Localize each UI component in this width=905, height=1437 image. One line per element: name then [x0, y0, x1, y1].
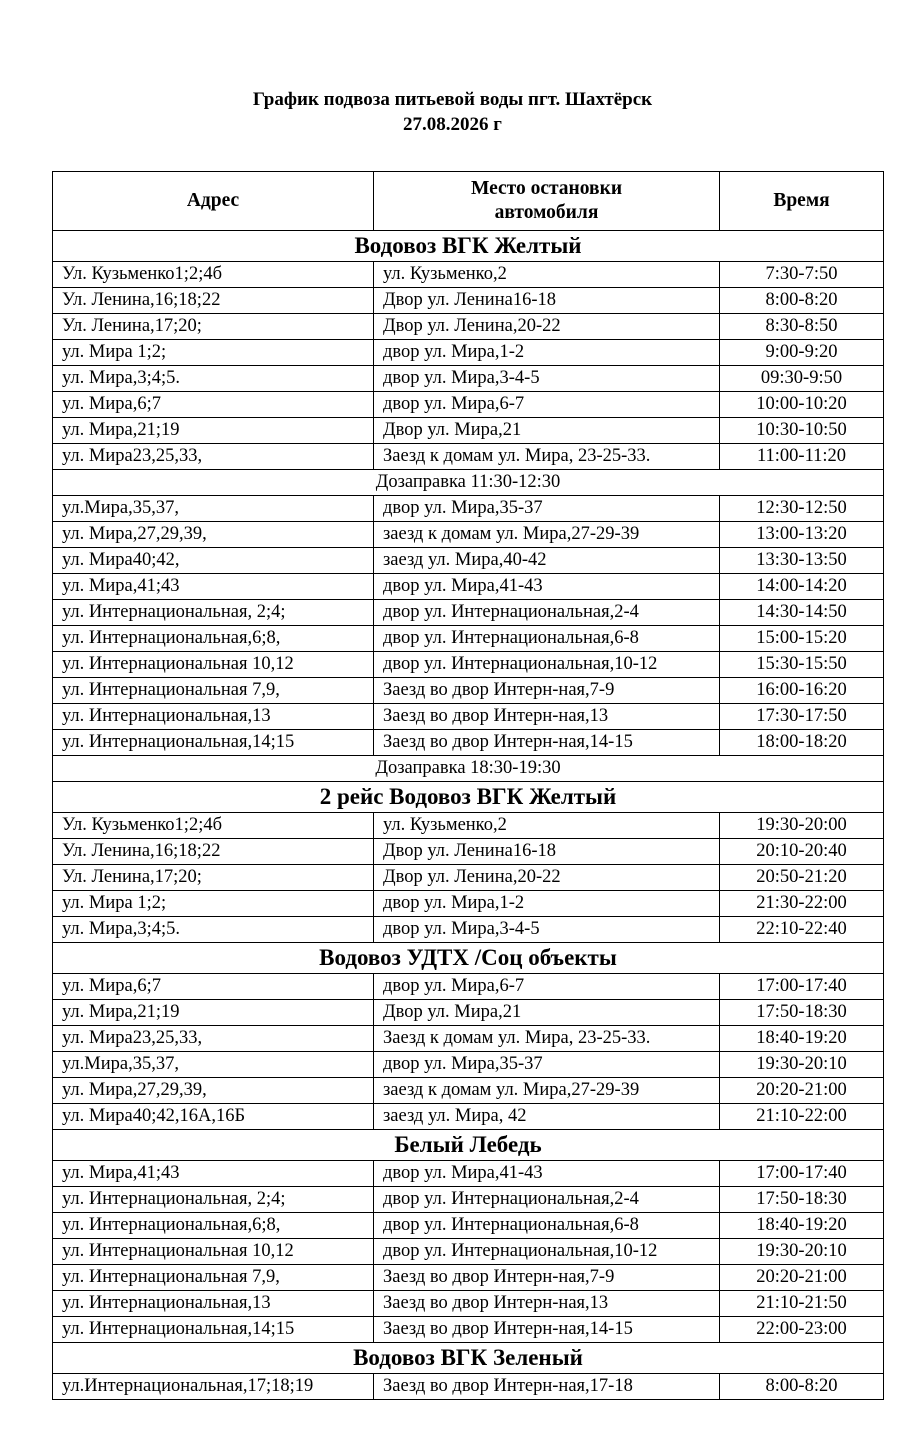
refuel-row: [53, 470, 884, 496]
cell-address: ул. Интернациональная 7,9,: [53, 1265, 374, 1291]
section-title: Водовоз УДТХ /Соц объекты: [53, 943, 884, 974]
section-title: Водовоз ВГК Зеленый: [53, 1343, 884, 1374]
table-row: [53, 1265, 884, 1291]
cell-stop: Заезд во двор Интерн-ная,14-15: [374, 730, 720, 756]
cell-address: ул.Интернациональная,17;18;19: [53, 1374, 374, 1400]
refuel-row: [53, 756, 884, 782]
cell-time: 18:40-19:20: [720, 1213, 884, 1239]
table-row: [53, 704, 884, 730]
cell-time: 17:50-18:30: [720, 1000, 884, 1026]
cell-stop: двор ул. Интернациональная,6-8: [374, 626, 720, 652]
section-header-row: [53, 1130, 884, 1161]
cell-address: ул. Интернациональная,13: [53, 704, 374, 730]
cell-address: ул. Мира,6;7: [53, 392, 374, 418]
cell-time: 13:30-13:50: [720, 548, 884, 574]
table-row: [53, 340, 884, 366]
cell-address: ул. Мира,41;43: [53, 1161, 374, 1187]
cell-stop: двор ул. Интернациональная,10-12: [374, 652, 720, 678]
cell-address: ул. Мира,27,29,39,: [53, 1078, 374, 1104]
page-title: График подвоза питьевой воды пгт. Шахтёрск: [252, 89, 653, 110]
section-header-row: [53, 943, 884, 974]
cell-address: ул. Интернациональная,6;8,: [53, 1213, 374, 1239]
cell-address: ул. Интернациональная 10,12: [53, 652, 374, 678]
cell-address: ул. Интернациональная,6;8,: [53, 626, 374, 652]
cell-stop: Двор ул. Ленина16-18: [374, 839, 720, 865]
cell-stop: Двор ул. Мира,21: [374, 418, 720, 444]
cell-time: 17:50-18:30: [720, 1187, 884, 1213]
section-header-row: [53, 231, 884, 262]
cell-time: 8:30-8:50: [720, 314, 884, 340]
table-row: [53, 813, 884, 839]
cell-stop: двор ул. Мира,41-43: [374, 1161, 720, 1187]
cell-address: ул. Интернациональная,14;15: [53, 1317, 374, 1343]
cell-time: 20:20-21:00: [720, 1265, 884, 1291]
table-row: [53, 288, 884, 314]
table-row: [53, 678, 884, 704]
cell-stop: Заезд во двор Интерн-ная,13: [374, 1291, 720, 1317]
cell-stop: двор ул. Интернациональная,10-12: [374, 1239, 720, 1265]
table-row: [53, 839, 884, 865]
cell-stop: заезд к домам ул. Мира,27-29-39: [374, 522, 720, 548]
header-stop-line2: автомобиля: [494, 202, 599, 223]
cell-time: 20:20-21:00: [720, 1078, 884, 1104]
cell-address: ул. Мира,3;4;5.: [53, 366, 374, 392]
cell-address: ул. Мира,6;7: [53, 974, 374, 1000]
cell-time: 12:30-12:50: [720, 496, 884, 522]
refuel-note: Дозаправка 11:30-12:30: [53, 470, 884, 496]
table-row: [53, 1213, 884, 1239]
table-header-row: [53, 172, 884, 231]
cell-stop: Двор ул. Ленина16-18: [374, 288, 720, 314]
cell-stop: Заезд во двор Интерн-ная,14-15: [374, 1317, 720, 1343]
table-row: [53, 1026, 884, 1052]
cell-time: 09:30-9:50: [720, 366, 884, 392]
table-row: [53, 392, 884, 418]
page-date: 27.08.2026 г: [403, 114, 502, 135]
cell-address: ул. Интернациональная, 2;4;: [53, 600, 374, 626]
cell-time: 15:00-15:20: [720, 626, 884, 652]
cell-address: ул. Мира 1;2;: [53, 340, 374, 366]
cell-address: Ул. Кузьменко1;2;4б: [53, 262, 374, 288]
table-row: [53, 1239, 884, 1265]
cell-stop: Двор ул. Ленина,20-22: [374, 314, 720, 340]
cell-stop: заезд ул. Мира,40-42: [374, 548, 720, 574]
cell-stop: двор ул. Мира,3-4-5: [374, 366, 720, 392]
cell-time: 17:00-17:40: [720, 974, 884, 1000]
refuel-note: Дозаправка 18:30-19:30: [53, 756, 884, 782]
cell-time: 21:10-21:50: [720, 1291, 884, 1317]
cell-stop: двор ул. Интернациональная,2-4: [374, 600, 720, 626]
table-row: [53, 865, 884, 891]
section-title: 2 рейс Водовоз ВГК Желтый: [53, 782, 884, 813]
header-stop: [374, 172, 720, 231]
cell-time: 11:00-11:20: [720, 444, 884, 470]
cell-time: 20:10-20:40: [720, 839, 884, 865]
header-time: Время: [720, 172, 884, 231]
cell-address: ул.Мира,35,37,: [53, 496, 374, 522]
table-body: [53, 231, 884, 1400]
cell-stop: Заезд во двор Интерн-ная,7-9: [374, 1265, 720, 1291]
cell-address: ул. Мира,3;4;5.: [53, 917, 374, 943]
schedule-table: [52, 171, 884, 1400]
cell-address: ул. Мира,41;43: [53, 574, 374, 600]
cell-address: ул. Интернациональная, 2;4;: [53, 1187, 374, 1213]
table-row: [53, 574, 884, 600]
cell-time: 8:00-8:20: [720, 288, 884, 314]
table-row: [53, 1052, 884, 1078]
cell-address: ул. Мира,27,29,39,: [53, 522, 374, 548]
table-row: [53, 1078, 884, 1104]
table-row: [53, 1161, 884, 1187]
cell-stop: заезд ул. Мира, 42: [374, 1104, 720, 1130]
cell-time: 18:00-18:20: [720, 730, 884, 756]
cell-address: Ул. Ленина,16;18;22: [53, 839, 374, 865]
table-row: [53, 891, 884, 917]
table-row: [53, 1374, 884, 1400]
section-title: Водовоз ВГК Желтый: [53, 231, 884, 262]
table-row: [53, 652, 884, 678]
section-title: Белый Лебедь: [53, 1130, 884, 1161]
table-row: [53, 314, 884, 340]
table-row: [53, 262, 884, 288]
cell-stop: Заезд во двор Интерн-ная,17-18: [374, 1374, 720, 1400]
cell-stop: Двор ул. Ленина,20-22: [374, 865, 720, 891]
cell-address: ул. Интернациональная 7,9,: [53, 678, 374, 704]
cell-time: 19:30-20:10: [720, 1239, 884, 1265]
table-row: [53, 522, 884, 548]
cell-stop: двор ул. Интернациональная,6-8: [374, 1213, 720, 1239]
cell-time: 20:50-21:20: [720, 865, 884, 891]
table-row: [53, 548, 884, 574]
cell-stop: двор ул. Интернациональная,2-4: [374, 1187, 720, 1213]
cell-stop: Заезд во двор Интерн-ная,13: [374, 704, 720, 730]
cell-time: 17:00-17:40: [720, 1161, 884, 1187]
table-row: [53, 1317, 884, 1343]
cell-stop: Заезд к домам ул. Мира, 23-25-33.: [374, 444, 720, 470]
cell-address: ул. Мира23,25,33,: [53, 444, 374, 470]
cell-address: Ул. Ленина,17;20;: [53, 865, 374, 891]
table-row: [53, 1104, 884, 1130]
cell-time: 21:10-22:00: [720, 1104, 884, 1130]
cell-address: ул. Интернациональная,14;15: [53, 730, 374, 756]
cell-stop: двор ул. Мира,35-37: [374, 496, 720, 522]
cell-time: 14:30-14:50: [720, 600, 884, 626]
cell-time: 9:00-9:20: [720, 340, 884, 366]
cell-time: 21:30-22:00: [720, 891, 884, 917]
cell-address: Ул. Кузьменко1;2;4б: [53, 813, 374, 839]
section-header-row: [53, 782, 884, 813]
cell-stop: Заезд во двор Интерн-ная,7-9: [374, 678, 720, 704]
table-row: [53, 917, 884, 943]
cell-time: 16:00-16:20: [720, 678, 884, 704]
cell-stop: двор ул. Мира,1-2: [374, 891, 720, 917]
cell-address: ул. Мира,21;19: [53, 418, 374, 444]
table-row: [53, 496, 884, 522]
table-row: [53, 1000, 884, 1026]
table-row: [53, 730, 884, 756]
header-stop-line1: Место остановки: [470, 178, 623, 199]
cell-time: 7:30-7:50: [720, 262, 884, 288]
cell-stop: ул. Кузьменко,2: [374, 813, 720, 839]
cell-time: 19:30-20:00: [720, 813, 884, 839]
cell-stop: Заезд к домам ул. Мира, 23-25-33.: [374, 1026, 720, 1052]
cell-stop: двор ул. Мира,6-7: [374, 392, 720, 418]
cell-address: ул. Интернациональная,13: [53, 1291, 374, 1317]
cell-time: 10:30-10:50: [720, 418, 884, 444]
cell-stop: Двор ул. Мира,21: [374, 1000, 720, 1026]
cell-address: ул. Мира40;42,16А,16Б: [53, 1104, 374, 1130]
cell-time: 17:30-17:50: [720, 704, 884, 730]
cell-stop: двор ул. Мира,1-2: [374, 340, 720, 366]
table-row: [53, 366, 884, 392]
cell-address: ул. Мира,21;19: [53, 1000, 374, 1026]
cell-time: 22:00-23:00: [720, 1317, 884, 1343]
cell-address: ул. Мира23,25,33,: [53, 1026, 374, 1052]
table-row: [53, 444, 884, 470]
cell-stop: двор ул. Мира,3-4-5: [374, 917, 720, 943]
cell-time: 19:30-20:10: [720, 1052, 884, 1078]
cell-address: ул.Мира,35,37,: [53, 1052, 374, 1078]
table-row: [53, 418, 884, 444]
header-address: Адрес: [53, 172, 374, 231]
cell-time: 15:30-15:50: [720, 652, 884, 678]
cell-time: 18:40-19:20: [720, 1026, 884, 1052]
cell-address: Ул. Ленина,16;18;22: [53, 288, 374, 314]
cell-address: Ул. Ленина,17;20;: [53, 314, 374, 340]
table-row: [53, 974, 884, 1000]
cell-stop: двор ул. Мира,35-37: [374, 1052, 720, 1078]
cell-address: ул. Мира40;42,: [53, 548, 374, 574]
cell-stop: ул. Кузьменко,2: [374, 262, 720, 288]
cell-stop: заезд к домам ул. Мира,27-29-39: [374, 1078, 720, 1104]
cell-time: 8:00-8:20: [720, 1374, 884, 1400]
cell-time: 14:00-14:20: [720, 574, 884, 600]
cell-time: 10:00-10:20: [720, 392, 884, 418]
table-row: [53, 626, 884, 652]
table-row: [53, 1187, 884, 1213]
cell-address: ул. Мира 1;2;: [53, 891, 374, 917]
cell-time: 22:10-22:40: [720, 917, 884, 943]
cell-time: 13:00-13:20: [720, 522, 884, 548]
cell-stop: двор ул. Мира,41-43: [374, 574, 720, 600]
cell-stop: двор ул. Мира,6-7: [374, 974, 720, 1000]
table-row: [53, 1291, 884, 1317]
section-header-row: [53, 1343, 884, 1374]
table-row: [53, 600, 884, 626]
cell-address: ул. Интернациональная 10,12: [53, 1239, 374, 1265]
